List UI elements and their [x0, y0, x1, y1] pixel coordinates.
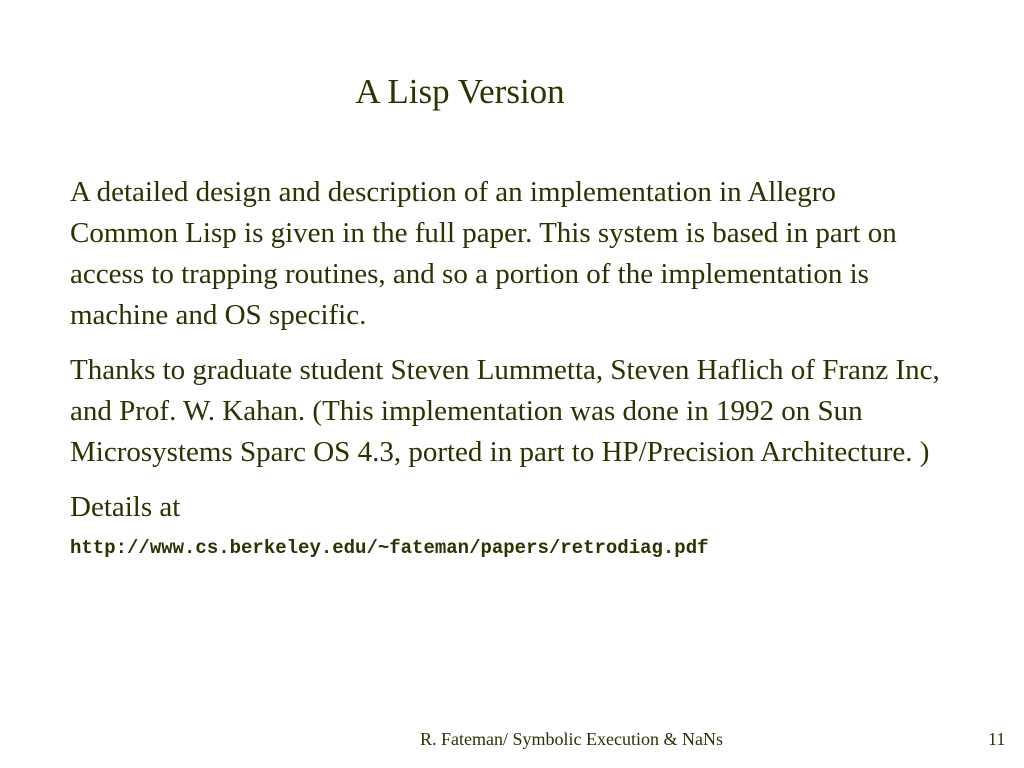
paragraph-details: Details at	[70, 491, 181, 523]
slide-title: A Lisp Version	[355, 72, 565, 111]
paper-url: http://www.cs.berkeley.edu/~fateman/papers/retrodiag.pdf	[70, 537, 709, 559]
paragraph-design: A detailed design and description of an implementation in Allegro Common Lisp is given in the full paper. This system is based in part on access to trapping routines, and so a portion of the implementation is machine and OS specific.	[70, 176, 897, 331]
footer-text: R. Fateman/ Symbolic Execution & NaNs	[420, 729, 723, 749]
slide-body	[70, 172, 950, 562]
paragraph-thanks: Thanks to graduate student Steven Lummetta, Steven Haflich of Franz Inc, and Prof. W. Kahan. (This implementation was done in 1992 on Sun Microsystems Sparc OS 4.3, ported in part to HP/Precision Architecture. )	[70, 354, 940, 468]
page-number: 11	[988, 729, 1006, 749]
